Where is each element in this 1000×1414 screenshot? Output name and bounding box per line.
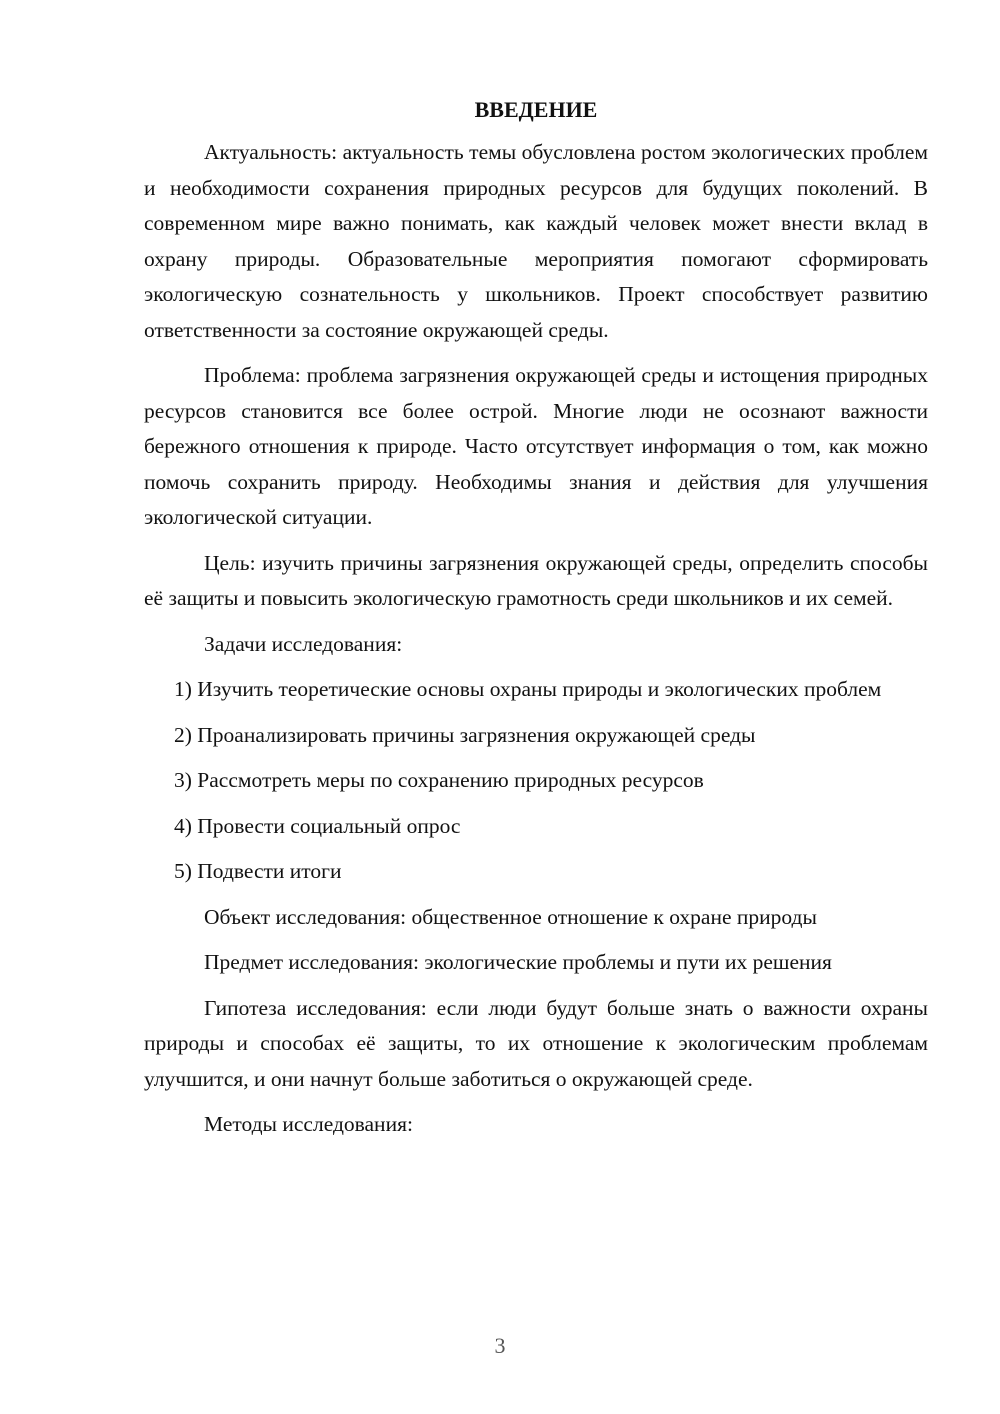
list-item-task-3: 3) Рассмотреть меры по сохранению природных ресурсов — [174, 768, 704, 792]
list-item-task-4: 4) Провести социальный опрос — [174, 813, 461, 838]
paragraph-object: Объект исследования: общественное отношение к охране природы — [204, 904, 817, 929]
list-item-task-2: 2) Проанализировать причины загрязнения окружающей среды — [174, 722, 756, 747]
paragraph-relevance: Актуальность: актуальность темы обусловлена ростом экологических проблем и необходимости сохранения природных ресурсов для будущих поколений. В современном мире важно понимать, как каждый человек может внести вклад в охрану природы. Образовательные мероприятия помогают сформировать экологическую сознательность у школьников. Проект способствует развитию ответственности за состояние окружающей среды. — [144, 140, 928, 342]
page-body — [144, 90, 928, 1153]
list-item-task-5: 5) Подвести итоги — [174, 859, 342, 883]
methods-heading: Методы исследования: — [204, 1112, 413, 1136]
paragraph-subject: Предмет исследования: экологические проблемы и пути их решения — [204, 950, 832, 974]
page-title: ВВЕДЕНИЕ — [474, 97, 598, 122]
paragraph-goal: Цель: изучить причины загрязнения окружающей среды, определить способы её защиты и повысить экологическую грамотность среди школьников и их семей. — [144, 550, 928, 610]
paragraph-problem: Проблема: проблема загрязнения окружающей среды и истощения природных ресурсов становится все более острой. Многие люди не осознают важности бережного отношения к природе. Часто отсутствует информация о том, как можно помочь сохранить природу. Необходимы знания и действия для улучшения экологической ситуации. — [144, 363, 928, 529]
tasks-heading: Задачи исследования: — [204, 631, 403, 656]
list-item-task-1: 1) Изучить теоретические основы охраны природы и экологических проблем — [174, 677, 882, 701]
page-number: 3 — [494, 1333, 506, 1358]
paragraph-hypothesis: Гипотеза исследования: если люди будут больше знать о важности охраны природы и способах её защиты, то их отношение к экологическим проблемам улучшится, и они начнут больше заботиться о окружающей среде. — [144, 995, 928, 1091]
